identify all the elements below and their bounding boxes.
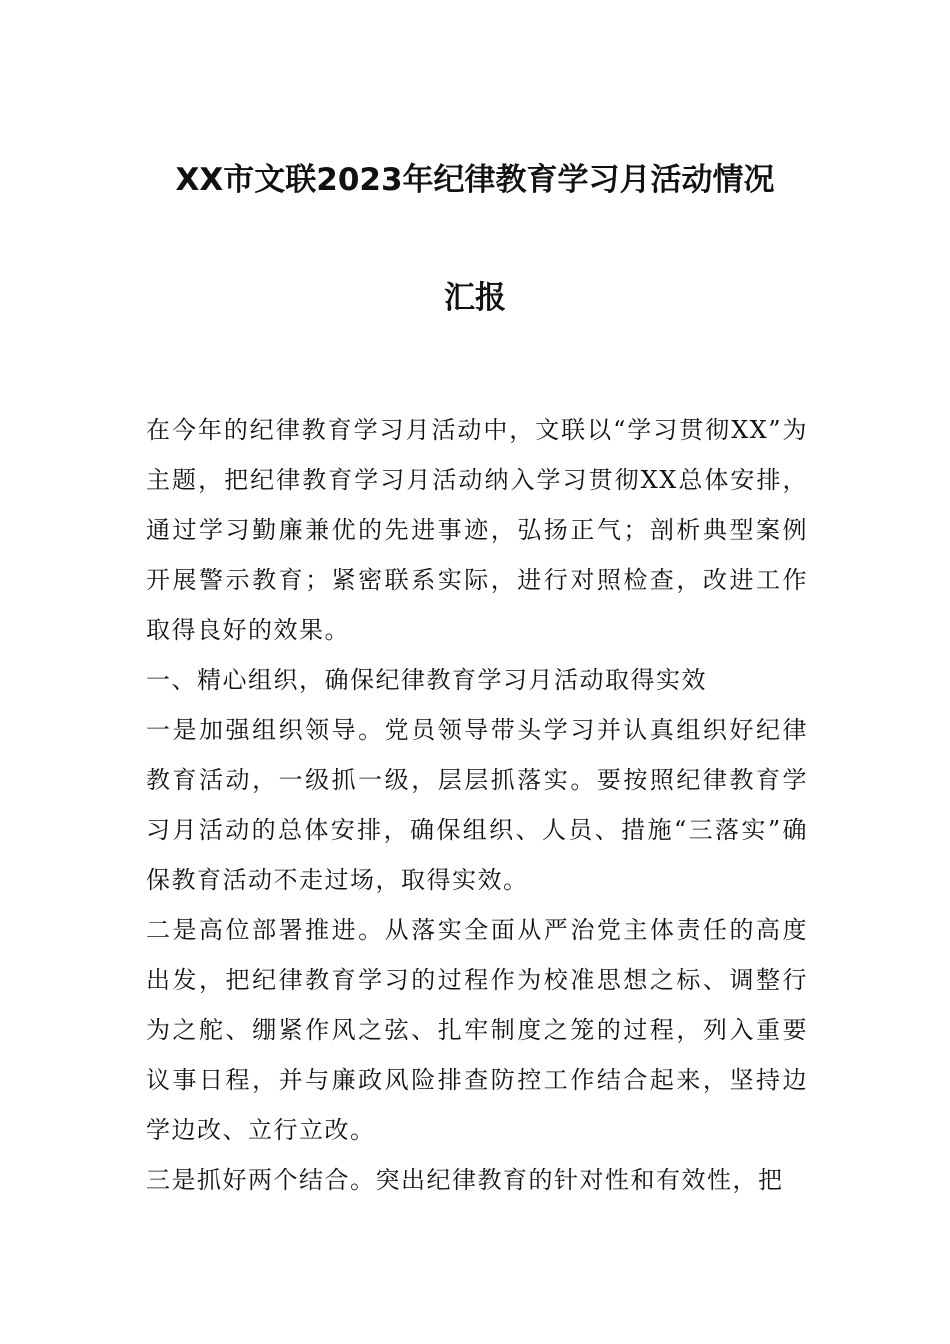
intro-paragraph: 在今年的纪律教育学习月活动中，文联以“学习贯彻XX”为主题，把纪律教育学习月活动纳入学习贯彻XX总体安排，通过学习勤廉兼优的先进事迹，弘扬正气；剖析典型案例开展警示教育；紧密联系实际，进行对照检查，改进工作取得良好的效果。 <box>146 416 808 644</box>
paragraph-two-combinations: 三是抓好两个结合。突出纪律教育的针对性和有效性，把 <box>146 1166 784 1194</box>
document-body <box>146 405 808 1205</box>
paragraph-high-level-deployment: 二是高位部署推进。从落实全面从严治党主体责任的高度出发，把纪律教育学习的过程作为校准思想之标、调整行为之舵、绷紧作风之弦、扎牢制度之笼的过程，列入重要议事日程，并与廉政风险排查防控工作结合起来，坚持边学边改、立行立改。 <box>146 916 808 1144</box>
document-title-line-1: XX市文联2023年纪律教育学习月活动情况 <box>175 162 775 198</box>
paragraph-organization-leadership: 一是加强组织领导。党员领导带头学习并认真组织好纪律教育活动，一级抓一级，层层抓落实。要按照纪律教育学习月活动的总体安排，确保组织、人员、措施“三落实”确保教育活动不走过场，取得实效。 <box>146 716 808 894</box>
section-heading-1: 一、精心组织，确保纪律教育学习月活动取得实效 <box>146 666 707 694</box>
document-title-line-2: 汇报 <box>444 280 506 316</box>
